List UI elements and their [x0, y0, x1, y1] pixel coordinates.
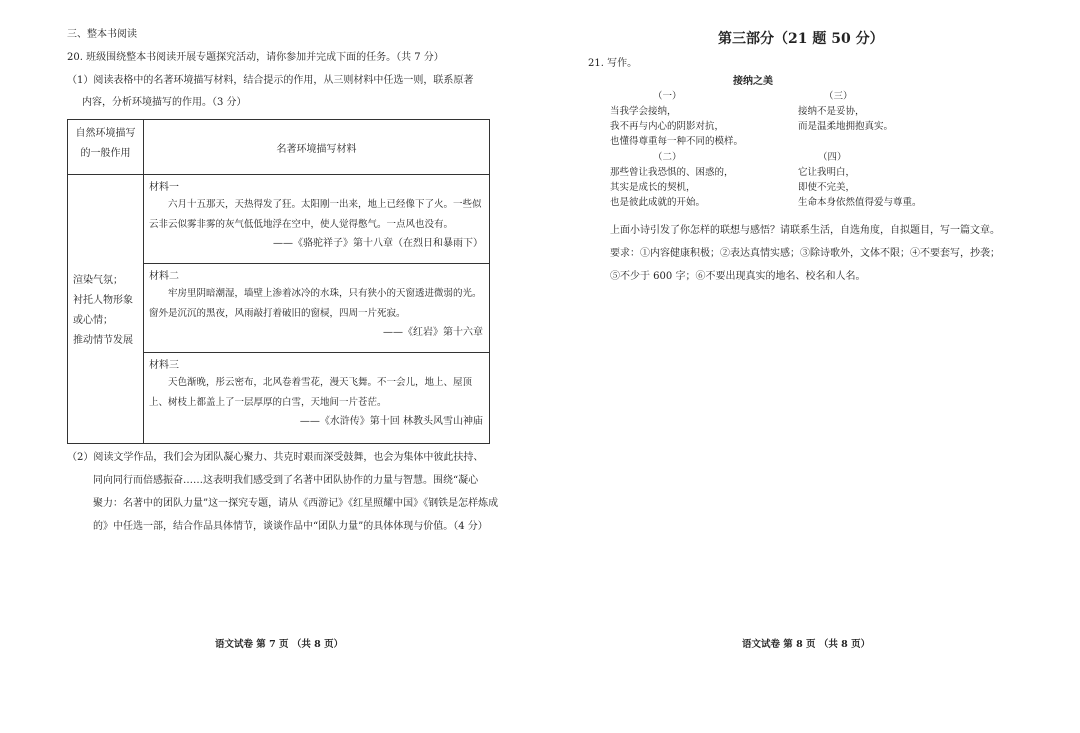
material-3-cell	[144, 353, 490, 444]
section-title: 三、整本书阅读	[67, 29, 137, 40]
table-header-materials: 名著环境描写材料	[144, 120, 490, 175]
stanza-number: （二）	[653, 152, 682, 163]
header-line: 自然环境描写	[75, 128, 136, 139]
poem-line: 也是彼此成就的开始。	[610, 197, 706, 208]
requirements-line1: 要求：①内容健康积极；②表达真情实感；③除诗歌外，文体不限；④不要套写，抄袭；	[610, 248, 1000, 259]
effects-cell	[68, 175, 144, 444]
part-title: 第三部分（21 题 50 分）	[718, 31, 884, 47]
effect-line: 或心情；	[73, 315, 113, 326]
poem-line: 生命本身依然值得爱与尊重。	[798, 197, 922, 208]
question-20-2-line2: 同向同行而倍感振奋……这表明我们感受到了名著中团队协作的力量与智慧。围绕“凝心	[93, 475, 479, 486]
stanza-number: （三）	[824, 91, 853, 102]
stanza-number: （一）	[653, 91, 682, 102]
page-footer: 语文试卷 第 8 页 （共 8 页）	[742, 639, 871, 650]
poem-line: 它让我明白，	[798, 167, 856, 178]
material-body: 牢房里阴暗潮湿，墙壁上渗着冰冷的水珠，只有狭小的天窗透进微弱的光。窗外是沉沉的黑夜，风雨敲打着破旧的窗棂，四周一片死寂。	[149, 288, 482, 319]
materials-table	[67, 119, 490, 444]
question-20-2-line3: 聚力：名著中的团队力量”这一探究专题，请从《西游记》《红星照耀中国》《钢铁是怎样炼成	[93, 498, 499, 509]
effect-line: 衬托人物形象	[73, 295, 133, 306]
page-8	[540, 0, 1080, 733]
material-body: 六月十五那天，天热得发了狂。太阳刚一出来，地上已经像下了火。一些似云非云似雾非雾的灰气低低地浮在空中，使人觉得憋气。一点风也没有。	[149, 199, 482, 230]
question-20-2-line4: 的》中任选一部，结合作品具体情节，谈谈作品中“团队力量”的具体体现与价值。（4 分）	[93, 521, 488, 532]
effect-line: 推动情节发展	[73, 335, 133, 346]
stanza-number: （四）	[818, 152, 847, 163]
material-label: 材料一	[149, 182, 179, 193]
material-label: 材料三	[149, 360, 179, 371]
effect-line: 渲染气氛；	[73, 275, 123, 286]
page-footer: 语文试卷 第 7 页 （共 8 页）	[215, 639, 344, 650]
question-20-1-line1: （1）阅读表格中的名著环境描写材料，结合提示的作用，从三则材料中任选一则，联系原著	[67, 75, 474, 86]
header-line: 的一般作用	[80, 148, 131, 159]
question-20: 20. 班级围绕整本书阅读开展专题探究活动，请你参加并完成下面的任务。（共 7 分）	[67, 52, 444, 63]
question-20-2-line1: （2）阅读文学作品，我们会为团队凝心聚力、共克时艰而深受鼓舞，也会为集体中彼此扶持、	[67, 452, 484, 463]
requirements-line2: ⑤不少于 600 字；⑥不要出现真实的地名、校名和人名。	[610, 271, 866, 282]
poem-line: 那些曾让我恐惧的、困惑的，	[610, 167, 734, 178]
material-2-cell	[144, 264, 490, 353]
material-source: ——《红岩》第十六章	[383, 327, 483, 338]
poem-line: 我不再与内心的阴影对抗，	[610, 121, 725, 132]
material-source: ——《骆驼祥子》第十八章（在烈日和暴雨下）	[273, 238, 483, 249]
question-21: 21. 写作。	[588, 58, 638, 69]
table-header-effect	[68, 120, 144, 175]
material-label: 材料二	[149, 271, 179, 282]
material-body: 天色渐晚，彤云密布，北风卷着雪花，漫天飞舞。不一会儿，地上、屋顶上、树枝上都盖上了一层厚厚的白雪，天地间一片苍茫。	[149, 377, 473, 408]
poem-line: 当我学会接纳，	[610, 106, 677, 117]
writing-prompt: 上面小诗引发了你怎样的联想与感悟？请联系生活，自选角度，自拟题目，写一篇文章。	[610, 225, 1000, 236]
poem-line: 即使不完美，	[798, 182, 856, 193]
poem-title: 接纳之美	[733, 76, 773, 87]
poem-line: 接纳不是妥协，	[798, 106, 865, 117]
poem-line: 而是温柔地拥抱真实。	[798, 121, 894, 132]
material-source: ——《水浒传》第十回 林教头风雪山神庙	[299, 416, 483, 427]
material-1-cell	[144, 175, 490, 264]
poem-line: 其实是成长的契机，	[610, 182, 696, 193]
question-20-1-line2: 内容，分析环境描写的作用。（3 分）	[82, 97, 247, 108]
poem-line: 也懂得尊重每一种不同的模样。	[610, 136, 744, 147]
